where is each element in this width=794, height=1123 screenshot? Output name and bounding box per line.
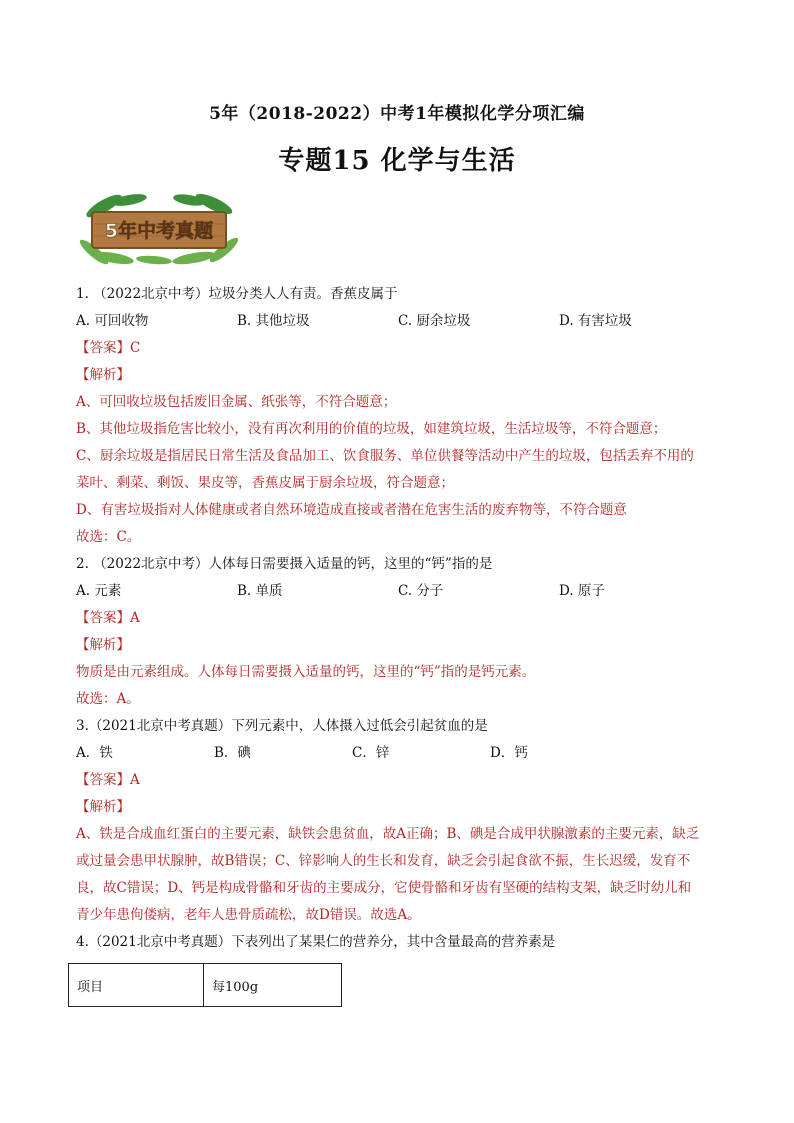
question-1-options	[76, 308, 726, 335]
question-1-answer: 【答案】C	[76, 340, 141, 356]
analysis-line: A、可回收垃圾包括废旧金属、纸张等，不符合题意；	[76, 394, 397, 410]
option-c: C. 厨余垃圾	[398, 313, 471, 329]
question-2-options	[76, 578, 726, 605]
question-3-options	[76, 740, 726, 767]
analysis-line: D、有害垃圾指对人体健康或者自然环境造成直接或者潜在危害生活的废弃物等，不符合题意	[76, 502, 627, 518]
analysis-line: A、铁是合成血红蛋白的主要元素，缺铁会患贫血，故A正确；B、碘是合成甲状腺激素的主要元素，缺乏	[76, 826, 700, 842]
option-d: D．钙	[490, 745, 528, 761]
question-4-stem: 4.（2021北京中考真题）下表列出了某果仁的营养分，其中含量最高的营养素是	[76, 934, 556, 950]
table-row	[69, 964, 342, 1007]
question-3-analysis-label: 【解析】	[76, 799, 130, 815]
analysis-line: B、其他垃圾指危害比较小，没有再次利用的价值的垃圾，如建筑垃圾，生活垃圾等，不符合题意；	[76, 421, 667, 437]
page-title: 专题15 化学与生活	[278, 146, 516, 176]
option-c: C. 分子	[398, 583, 444, 599]
analysis-line: 菜叶、剩菜、剩饭、果皮等，香蕉皮属于厨余垃圾，符合题意；	[76, 475, 454, 491]
nutrition-table	[68, 963, 342, 1007]
question-2-analysis-label: 【解析】	[76, 637, 130, 653]
question-2-answer: 【答案】A	[76, 610, 140, 626]
section-badge	[74, 192, 244, 268]
question-1-stem: 1. （2022北京中考）垃圾分类人人有责。香蕉皮属于	[76, 286, 398, 302]
analysis-line: 或过量会患甲状腺肿，故B错误；C、锌影响人的生长和发育，缺乏会引起食欲不振，生长迟缓，发育不	[76, 853, 691, 869]
question-2-stem: 2. （2022北京中考）人体每日需要摄入适量的钙，这里的“钙”指的是	[76, 556, 493, 572]
option-a: A．铁	[76, 745, 113, 761]
analysis-line: 良，故C错误；D、钙是构成骨骼和牙齿的主要成分，它使骨骼和牙齿有坚硬的结构支架，缺乏时幼儿和	[76, 880, 692, 896]
option-b: B. 单质	[237, 583, 283, 599]
option-b: B．碘	[214, 745, 251, 761]
question-1-analysis-label: 【解析】	[76, 367, 130, 383]
option-a: A. 可回收物	[76, 313, 149, 329]
option-d: D. 原子	[559, 583, 605, 599]
option-d: D. 有害垃圾	[559, 313, 632, 329]
question-3-answer: 【答案】A	[76, 772, 140, 788]
analysis-line: C、厨余垃圾是指居民日常生活及食品加工、饮食服务、单位供餐等活动中产生的垃圾，包括丢弃不用的	[76, 448, 694, 464]
option-b: B. 其他垃圾	[237, 313, 310, 329]
question-2-conclusion: 故选：A。	[76, 691, 140, 707]
analysis-line: 青少年患佝偻病，老年人患骨质疏松，故D错误。故选A。	[76, 907, 421, 923]
question-1-conclusion: 故选：C。	[76, 529, 141, 545]
table-header-per-100g: 每100g	[204, 964, 342, 1007]
option-a: A. 元素	[76, 583, 122, 599]
series-title: 5年（2018-2022）中考1年模拟化学分项汇编	[209, 104, 585, 124]
question-3-stem: 3.（2021北京中考真题）下列元素中，人体摄入过低会引起贫血的是	[76, 718, 488, 734]
table-header-item: 项目	[69, 964, 204, 1007]
question-list	[76, 281, 726, 956]
question-2-analysis: 物质是由元素组成。人体每日需要摄入适量的钙，这里的“钙”指的是钙元素。	[76, 664, 536, 680]
leaf-sign-illustration	[74, 192, 244, 268]
badge-text: 5年中考真题	[104, 220, 214, 242]
option-c: C．锌	[352, 745, 390, 761]
